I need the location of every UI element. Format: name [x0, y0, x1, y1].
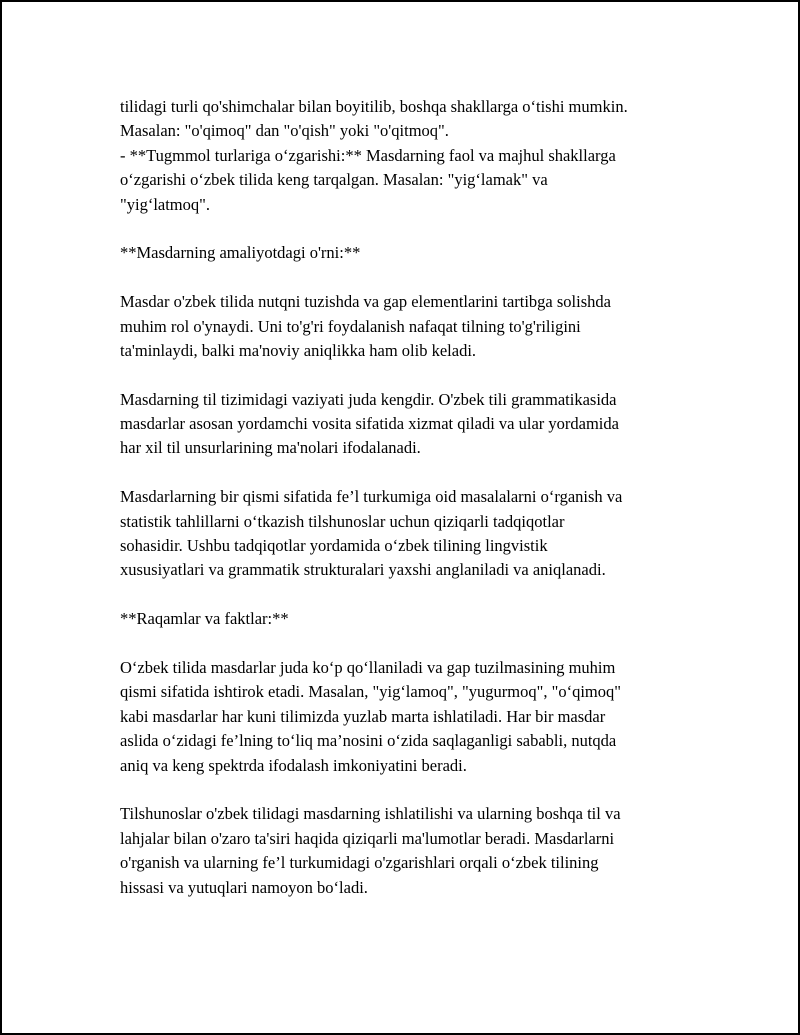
paragraph-gap — [120, 266, 700, 290]
text-line: aniq va keng spektrda ifodalash imkoniyatini beradi. — [120, 755, 467, 775]
paragraph — [120, 802, 700, 900]
text-line: Masdarning til tizimidagi vaziyati juda kengdir. O'zbek tili grammatikasida — [120, 389, 617, 409]
text-line: Masdarlarning bir qismi sifatida fe’l turkumiga oid masalalarni o‘rganish va — [120, 487, 623, 507]
paragraph — [120, 485, 700, 583]
text-line: kabi masdarlar har kuni tilimizda yuzlab marta ishlatiladi. Har bir masdar — [120, 706, 606, 726]
text-line: o‘zgarishi o‘zbek tilida keng tarqalgan. Masalan: "yig‘lamak" va — [120, 170, 548, 190]
paragraph — [120, 656, 700, 778]
text-line: tilidagi turli qo'shimchalar bilan boyitilib, boshqa shakllarga o‘tishi mumkin. — [120, 97, 628, 116]
text-line: muhim rol o'ynaydi. Uni to'g'ri foydalanish nafaqat tilning to'g'riligini — [120, 316, 581, 336]
text-line: o'rganish va ularning fe’l turkumidagi o'zgarishlari orqali o‘zbek tilining — [120, 853, 599, 873]
text-line: qismi sifatida ishtirok etadi. Masalan, "yig‘lamoq", "yugurmoq", "o‘qimoq" — [120, 682, 621, 702]
text-line: "yig‘latmoq". — [120, 194, 211, 214]
text-line: hissasi va yutuqlari namoyon bo‘ladi. — [120, 877, 368, 897]
section-heading — [120, 241, 700, 265]
paragraph-gap — [120, 461, 700, 485]
text-line: Tilshunoslar o'zbek tilidagi masdarning ishlatilishi va ularning boshqa til va — [120, 804, 621, 824]
section-heading — [120, 607, 700, 631]
heading-line: **Raqamlar va faktlar:** — [120, 609, 289, 629]
list-item-line: - **Tugmmol turlariga o‘zgarishi:** Masdarning faol va majhul shakllarga — [120, 145, 616, 165]
paragraph — [120, 290, 700, 363]
paragraph-gap — [120, 217, 700, 241]
text-line: har xil til unsurlarining ma'nolari ifodalanadi. — [120, 438, 421, 458]
paragraph-gap — [120, 778, 700, 802]
text-line: sohasidir. Ushbu tadqiqotlar yordamida o‘zbek tilining lingvistik — [120, 536, 548, 556]
paragraph-gap — [120, 632, 700, 656]
text-line: ta'minlaydi, balki ma'noviy aniqlikka ham olib keladi. — [120, 340, 477, 360]
paragraph-gap — [120, 363, 700, 387]
paragraph-gap — [120, 583, 700, 607]
text-line: aslida o‘zidagi fe’lning to‘liq ma’nosini o‘zida saqlaganligi sababli, nutqda — [120, 731, 617, 751]
heading-line: **Masdarning amaliyotdagi o'rni:** — [120, 243, 361, 263]
text-line: statistik tahlillarni o‘tkazish tilshunoslar uchun qiziqarli tadqiqotlar — [120, 511, 565, 531]
text-line: O‘zbek tilida masdarlar juda ko‘p qo‘llaniladi va gap tuzilmasining muhim — [120, 657, 616, 677]
document-body — [120, 95, 700, 900]
text-line: Masdar o'zbek tilida nutqni tuzishda va gap elementlarini tartibga solishda — [120, 292, 611, 312]
text-line: lahjalar bilan o'zaro ta'siri haqida qiziqarli ma'lumotlar beradi. Masdarlarni — [120, 828, 615, 848]
text-line: xususiyatlari va grammatik strukturalari yaxshi anglaniladi va aniqlanadi. — [120, 560, 606, 580]
paragraph — [120, 388, 700, 461]
text-line: Masalan: "o'qimoq" dan "o'qish" yoki "o'qitmoq". — [120, 121, 449, 141]
text-line: masdarlar asosan yordamchi vosita sifatida xizmat qiladi va ular yordamida — [120, 414, 619, 434]
paragraph — [120, 95, 700, 217]
